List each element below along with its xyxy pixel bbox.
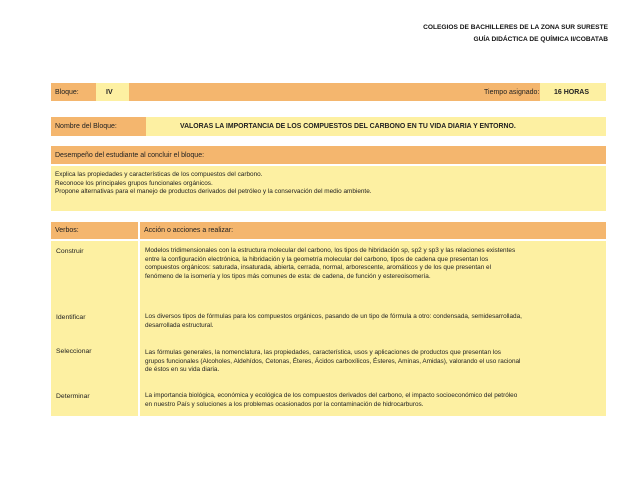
desempeno-line: Propone alternativas para el manejo de productos derivados del petróleo y la conservación del medio ambiente. bbox=[55, 188, 372, 196]
action-line: desarrollada estructural. bbox=[145, 321, 214, 329]
action-identificar bbox=[145, 313, 602, 330]
action-line: fenómeno de la isomería y los tipos más comunes de esta: de cadena, de función y estereoisomería. bbox=[145, 272, 431, 280]
tiempo-value: 16 HORAS bbox=[540, 83, 606, 101]
desempeno-text bbox=[55, 171, 602, 197]
action-line: grupos funcionales (Alcoholes, Aldehídos, Cetonas, Éteres, Ácidos carboxílicos, Ésteres, Aminas, Amidas), valorando el uso racional bbox=[145, 357, 521, 365]
action-determinar bbox=[145, 392, 602, 409]
action-line: Los diversos tipos de fórmulas para los compuestos orgánicos, pasando de un tipo de fórmula a otro: condensada, semidesarrollada, bbox=[145, 313, 522, 320]
nombre-label: Nombre del Bloque: bbox=[55, 123, 117, 130]
verb-identificar: Identificar bbox=[56, 314, 86, 321]
nombre-value: VALORAS LA IMPORTANCIA DE LOS COMPUESTOS DEL CARBONO EN TU VIDA DIARIA Y ENTORNO. bbox=[146, 117, 606, 136]
tiempo-label: Tiempo asignado: bbox=[484, 88, 540, 96]
header-guide-title: GUÍA DIDÁCTICA DE QUÍMICA II/COBATAB bbox=[473, 36, 608, 43]
header-school-name: COLEGIOS DE BACHILLERES DE LA ZONA SUR SURESTE bbox=[423, 24, 608, 31]
action-line: Modelos tridimensionales con la estructura molecular del carbono, los tipos de hibridación sp, sp2 y sp3 y las relaciones existentes bbox=[145, 247, 516, 254]
action-line: Las fórmulas generales, la nomenclatura, las propiedades, característica, usos y aplicaciones de productos que presentan los bbox=[145, 349, 501, 356]
bloque-value: IV bbox=[96, 83, 129, 101]
action-seleccionar bbox=[145, 349, 602, 375]
action-line: de éstos en su vida diaria. bbox=[145, 366, 220, 374]
action-construir bbox=[145, 247, 602, 281]
action-line: compuestos orgánicos: saturada, insaturada, abierta, cerrada, normal, arborescente, aromáticos y de los que presentan el bbox=[145, 264, 491, 272]
verbs-column bbox=[51, 241, 138, 416]
bloque-label: Bloque: bbox=[55, 88, 79, 96]
actions-header: Acción o acciones a realizar: bbox=[140, 222, 606, 239]
verb-seleccionar: Seleccionar bbox=[56, 348, 92, 355]
action-line: entre la configuración electrónica, la hibridación y la geometría molecular del carbono, tipos de cadena que presentan los bbox=[145, 255, 489, 263]
desempeno-line: Explica las propiedades y características de los compuestos del carbono. bbox=[55, 171, 263, 178]
verbs-header: Verbos: bbox=[51, 222, 138, 239]
verb-construir: Construir bbox=[56, 248, 84, 255]
verb-determinar: Determinar bbox=[56, 393, 90, 400]
desempeno-line: Reconoce los principales grupos funcionales orgánicos. bbox=[55, 179, 213, 187]
action-line: La importancia biológica, económica y ecológica de los compuestos derivados del carbono, el impacto socioeconómico del petróleo bbox=[145, 392, 518, 399]
desempeno-box bbox=[51, 166, 606, 211]
action-line: en nuestro País y soluciones a los problemas ocasionados por la contaminación de hidrocarburos. bbox=[145, 400, 424, 408]
desempeno-label: Desempeño del estudiante al concluir el bloque: bbox=[51, 146, 606, 164]
